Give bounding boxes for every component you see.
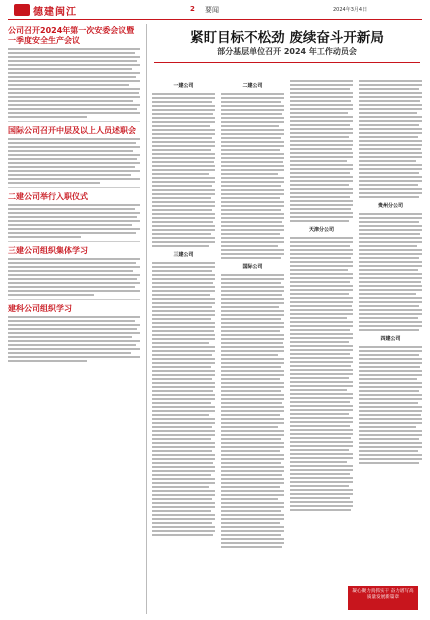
- main-subheadline: 部分基层单位召开 2024 年工作动员会: [217, 47, 357, 56]
- column-divider: [146, 24, 147, 614]
- article: [8, 246, 140, 300]
- page-number: 2: [190, 5, 195, 13]
- article: [8, 192, 140, 242]
- article-body: [8, 258, 140, 296]
- masthead: [0, 0, 430, 20]
- left-column: [8, 24, 140, 614]
- main-story-columns: [152, 80, 422, 614]
- main-story: [152, 24, 422, 614]
- article-title: 国际公司召开中层及以上人员述职会: [8, 126, 136, 135]
- article: [8, 126, 140, 188]
- section-subhead: 天津分公司: [308, 227, 334, 233]
- article-title: 三建公司组织集体学习: [8, 246, 88, 255]
- section-subhead: 四建公司: [380, 336, 401, 342]
- section-subhead: 贵州分公司: [377, 203, 403, 209]
- story-column: [221, 80, 284, 614]
- section-subhead: 国际公司: [242, 264, 263, 270]
- article-title: 二建公司举行入职仪式: [8, 192, 88, 201]
- issue-date: 2024年3月4日: [333, 7, 368, 13]
- article-title: 公司召开2024年第一次安委会议暨一季度安全生产会议: [8, 26, 135, 45]
- logo-text: 德建闽江: [33, 6, 77, 18]
- section-subhead: 二建公司: [242, 83, 263, 89]
- story-column: [152, 80, 215, 614]
- header-rule: [8, 19, 422, 20]
- logo: [14, 3, 77, 18]
- story-column: [359, 80, 422, 614]
- main-headline: 紧盯目标不松劲 废续奋斗开新局: [190, 30, 384, 46]
- article-body: [8, 204, 140, 238]
- logo-icon: [14, 4, 30, 16]
- section-subhead: 一建公司: [173, 83, 194, 89]
- story-column: [290, 80, 353, 614]
- article-body: [8, 48, 140, 118]
- article: [8, 26, 140, 122]
- page-section: 要闻: [205, 6, 219, 14]
- slogan-banner: 凝心聚力真抓实干 奋力谱写高质量发展新篇章: [348, 586, 418, 610]
- article-body: [8, 138, 140, 184]
- section-subhead: 三建公司: [173, 252, 194, 258]
- article-title: 建科公司组织学习: [8, 304, 72, 313]
- article-body: [8, 316, 140, 362]
- article: [8, 304, 140, 362]
